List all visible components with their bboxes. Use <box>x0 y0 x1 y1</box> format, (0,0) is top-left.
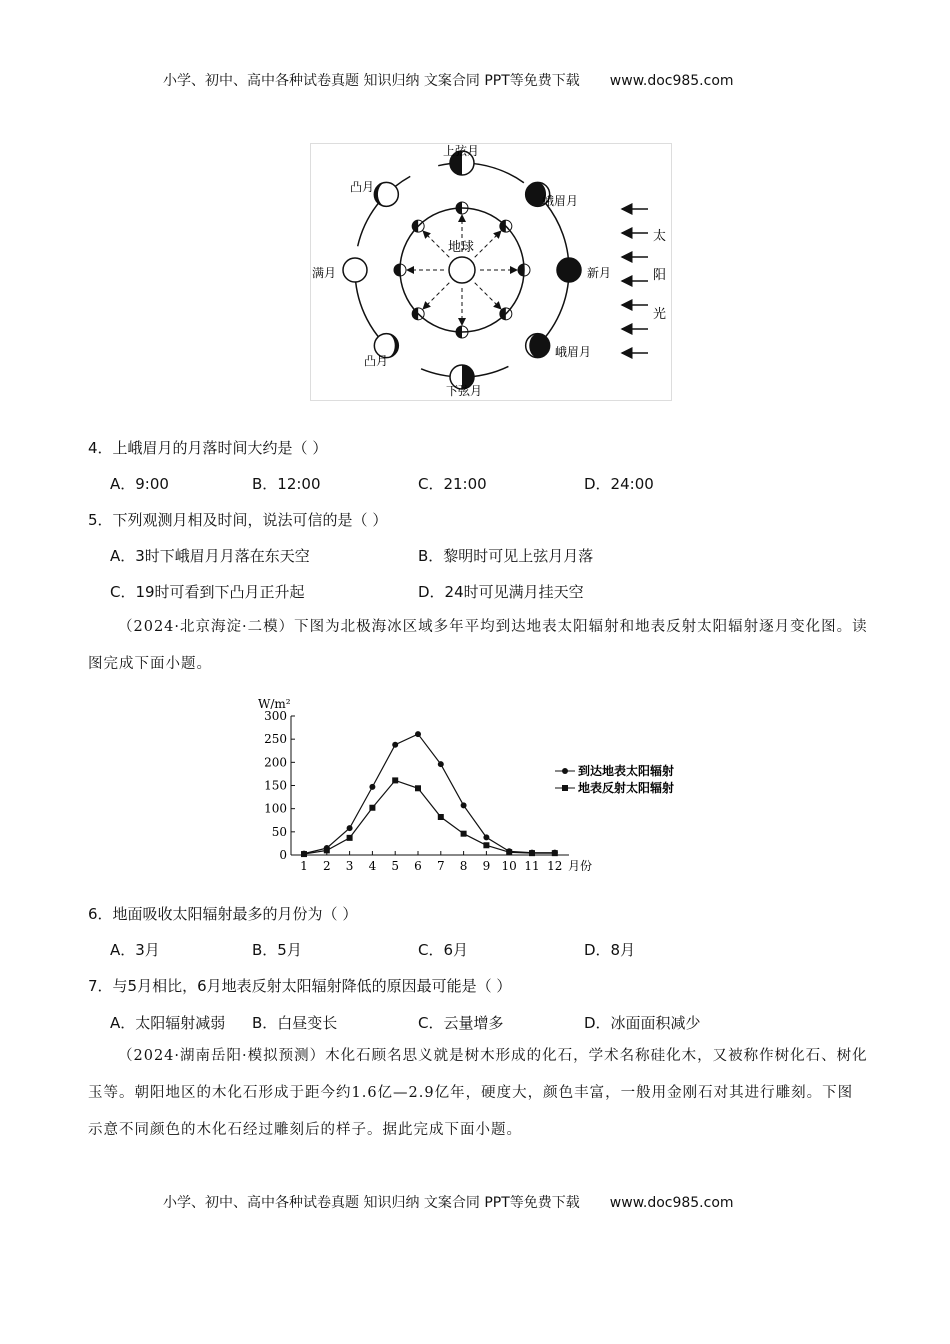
inner-moon-shadow <box>518 264 524 276</box>
label-gibbous-top: 凸月 <box>350 180 375 194</box>
data-point <box>438 761 444 767</box>
option-b[interactable]: B．黎明时可见上弦月月落 <box>418 547 594 565</box>
data-point <box>415 731 421 737</box>
x-axis-label: 月份 <box>568 859 593 873</box>
option-d[interactable]: D．24时可见满月挂天空 <box>418 583 584 601</box>
option-b[interactable]: B．5月 <box>252 941 302 959</box>
option-c[interactable]: C．云量增多 <box>418 1014 504 1032</box>
label-first-quarter: 上弦月 <box>443 144 480 158</box>
y-tick-label: 150 <box>264 778 287 793</box>
y-axis-label: W/m² <box>258 697 291 711</box>
header-url[interactable]: www.doc985.com <box>609 73 734 89</box>
view-line <box>475 231 501 257</box>
sun-label-2: 阳 <box>653 268 667 283</box>
footer-url[interactable]: www.doc985.com <box>609 1195 734 1211</box>
data-point <box>552 850 558 856</box>
data-point <box>347 835 353 841</box>
data-point <box>369 784 375 790</box>
legend-label: 地表反射太阳辐射 <box>578 781 675 795</box>
data-point <box>392 777 398 783</box>
label-crescent-top: 峨眉月 <box>542 194 579 208</box>
label-crescent-bottom: 峨眉月 <box>555 345 592 359</box>
data-point <box>415 785 421 791</box>
data-point <box>506 849 512 855</box>
view-line <box>475 283 501 309</box>
option-d[interactable]: D．冰面面积减少 <box>584 1014 701 1032</box>
view-line <box>423 231 449 257</box>
option-b[interactable]: B．12:00 <box>252 475 321 493</box>
question-6: 6．地面吸收太阳辐射最多的月份为（ ） <box>88 905 358 923</box>
data-point <box>483 834 489 840</box>
data-point <box>369 805 375 811</box>
radiation-chart <box>250 690 710 880</box>
y-tick-label: 300 <box>264 709 287 723</box>
x-tick-label: 6 <box>414 859 422 873</box>
data-point <box>461 831 467 837</box>
moon-phase-diagram <box>310 143 672 401</box>
page-footer <box>163 1192 734 1212</box>
legend-marker <box>562 785 568 791</box>
footer-text: 小学、初中、高中各种试卷真题 知识归纳 文案合同 PPT等免费下载 <box>163 1195 580 1211</box>
option-a[interactable]: A．3时下峨眉月月落在东天空 <box>110 547 310 565</box>
data-point <box>483 842 489 848</box>
option-c[interactable]: C．19时可看到下凸月正升起 <box>110 583 305 601</box>
sun-label-1: 太 <box>653 229 667 244</box>
x-tick-label: 7 <box>436 859 445 873</box>
data-point <box>529 850 535 856</box>
legend-marker <box>562 768 568 774</box>
option-c[interactable]: C．6月 <box>418 941 469 959</box>
y-tick-label: 100 <box>264 801 287 816</box>
y-tick-label: 50 <box>271 824 287 839</box>
earth-label: 地球 <box>448 240 475 255</box>
inner-moon-shadow <box>394 264 400 276</box>
question-4: 4．上峨眉月的月落时间大约是（ ） <box>88 439 328 457</box>
data-point <box>392 742 398 748</box>
passage-1: （2024·北京海淀·二模）下图为北极海冰区域多年平均到达地表太阳辐射和地表反射太阳辐射逐月变化图。读图完成下面小题。 <box>88 619 868 672</box>
question-5: 5．下列观测月相及时间，说法可信的是（ ） <box>88 511 388 529</box>
option-c[interactable]: C．21:00 <box>418 475 487 493</box>
series-line <box>304 734 555 854</box>
option-a[interactable]: A．9:00 <box>110 475 169 493</box>
option-d[interactable]: D．8月 <box>584 941 636 959</box>
data-point <box>461 802 467 808</box>
passage-2: （2024·湖南岳阳·模拟预测）木化石顾名思义就是树木形成的化石，学术名称硅化木，又被称作树化石、树化玉等。朝阳地区的木化石形成于距今约1.6亿—2.9亿年，硬度大，颜色丰富，一般用金刚石对其进行雕刻。下图示意不同颜色的木化石经过雕刻后的样子。据此完成下面小题。 <box>88 1048 868 1138</box>
x-tick-label: 11 <box>524 859 540 873</box>
label-last-quarter: 下弦月 <box>446 384 483 398</box>
option-d[interactable]: D．24:00 <box>584 475 654 493</box>
question-7: 7．与5月相比，6月地表反射太阳辐射降低的原因最可能是（ ） <box>88 977 512 995</box>
y-tick-label: 250 <box>264 732 287 747</box>
option-a[interactable]: A．太阳辐射减弱 <box>110 1014 226 1032</box>
data-point <box>347 825 353 831</box>
label-new: 新月 <box>587 266 612 280</box>
earth <box>449 257 475 283</box>
data-point <box>324 847 330 853</box>
y-tick-label: 0 <box>279 848 287 862</box>
sun-label-3: 光 <box>653 307 667 322</box>
x-tick-label: 4 <box>368 859 377 873</box>
x-tick-label: 10 <box>501 859 517 873</box>
x-tick-label: 9 <box>482 859 491 873</box>
data-point <box>301 851 307 857</box>
x-tick-label: 1 <box>300 859 308 873</box>
x-tick-label: 8 <box>459 859 468 873</box>
y-tick-label: 200 <box>264 755 287 770</box>
x-tick-label: 12 <box>547 859 563 873</box>
data-point <box>438 814 444 820</box>
option-b[interactable]: B．白昼变长 <box>252 1014 338 1032</box>
label-gibbous-bottom: 凸月 <box>364 354 389 368</box>
page-header <box>163 70 734 90</box>
x-tick-label: 3 <box>345 859 354 873</box>
header-text: 小学、初中、高中各种试卷真题 知识归纳 文案合同 PPT等免费下载 <box>163 73 580 89</box>
series-line <box>304 780 555 854</box>
outer-moon <box>343 258 367 282</box>
label-full: 满月 <box>312 266 337 280</box>
x-tick-label: 2 <box>322 859 331 873</box>
outer-moon <box>557 258 581 282</box>
option-a[interactable]: A．3月 <box>110 941 160 959</box>
x-tick-label: 5 <box>391 859 400 873</box>
view-line <box>423 283 449 309</box>
legend-label: 到达地表太阳辐射 <box>578 764 675 778</box>
